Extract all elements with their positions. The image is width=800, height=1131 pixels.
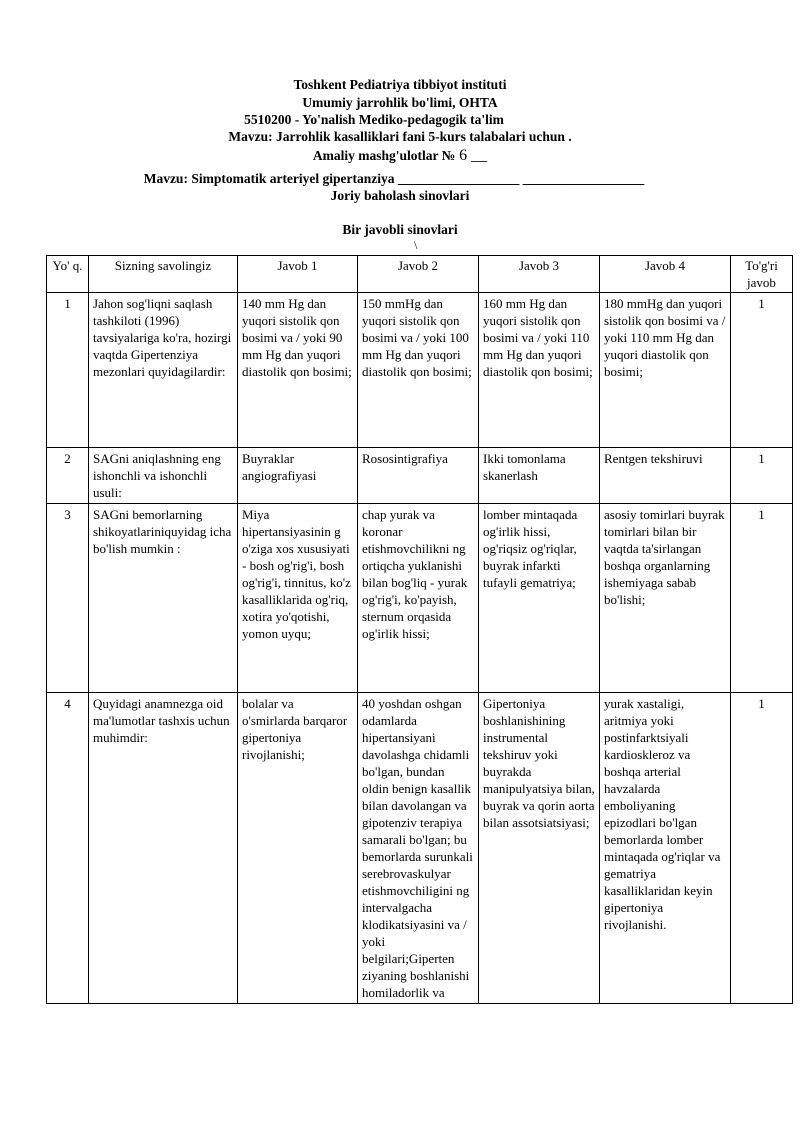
table-header-row (47, 256, 793, 293)
institute-name: Toshkent Pediatriya tibbiyot instituti (293, 77, 507, 92)
answer-3-cell: Ikki tomonlama skanerlash (479, 448, 600, 504)
practical-session-line (0, 148, 800, 164)
col-header-answer-2: Javob 2 (358, 256, 479, 293)
answer-4-cell: asosiy tomirlari buyrak tomirlari bilan bir vaqtda ta'sirlangan boshqa organlarning ishemiyaga sabab bo'lishi; (600, 504, 731, 693)
row-number: 1 (47, 293, 89, 448)
assessment-title: Joriy baholash sinovlari (330, 188, 470, 203)
course-topic: Mavzu: Jarrohlik kasalliklari fani 5-kurs talabalari uchun . (228, 129, 572, 144)
row-number: 3 (47, 504, 89, 693)
col-header-answer-3: Javob 3 (479, 256, 600, 293)
program-line: 5510200 - Yo'nalish Mediko-pedagogik ta'lim (244, 112, 504, 127)
table-row (47, 293, 793, 448)
answer-2-cell: 150 mmHg dan yuqori sistolik qon bosimi va / yoki 100 mm Hg dan yuqori diastolik qon bosimi; (358, 293, 479, 448)
answer-1-cell: Miya hipertansiyasinin g o'ziga xos xususiyati - bosh og'rig'i, bosh og'rig'i, tinnitus, ko'z kasalliklarida og'riq, xotira yo'qotishi, yomon uyqu; (238, 504, 358, 693)
col-header-answer-4: Javob 4 (600, 256, 731, 293)
answer-2-cell: chap yurak va koronar etishmovchilikni ng ortiqcha yuklanishi bilan bog'liq - yurak og'rig'i, ko'payish, sternum orqasida og'irlik hissi; (358, 504, 479, 693)
question-cell: Quyidagi anamnezga oid ma'lumotlar tashxis uchun muhimdir: (89, 693, 238, 1004)
col-header-question: Sizning savolingiz (89, 256, 238, 293)
col-header-number: Yo' q. (47, 256, 89, 293)
col-header-answer-1: Javob 1 (238, 256, 358, 293)
answer-1-cell: Buyraklar angiografiyasi (238, 448, 358, 504)
correct-answer-cell: 1 (731, 448, 793, 504)
answer-2-cell: Rososintigrafiya (358, 448, 479, 504)
answer-1-cell: 140 mm Hg dan yuqori sistolik qon bosimi va / yoki 90 mm Hg dan yuqori diastolik qon bosimi; (238, 293, 358, 448)
row-number: 4 (47, 693, 89, 1004)
questions-table (46, 255, 793, 1004)
lesson-topic: Mavzu: Simptomatik arteriyel gipertanziya __________________ __________________ (143, 171, 645, 186)
department-name: Umumiy jarrohlik bo'limi, OHTA (302, 95, 498, 110)
correct-answer-cell: 1 (731, 693, 793, 1004)
question-cell: SAGni aniqlashning eng ishonchli va ishonchli usuli: (89, 448, 238, 504)
answer-3-cell: 160 mm Hg dan yuqori sistolik qon bosimi va / yoki 110 mm Hg dan yuqori diastolik qon bosimi; (479, 293, 600, 448)
practical-session-label: Amaliy mashg'ulotlar № (312, 148, 456, 163)
table-row (47, 448, 793, 504)
section-title: Bir javobli sinovlari (342, 222, 458, 237)
stray-mark: \ (414, 238, 418, 252)
col-header-correct: To'g'ri javob (731, 256, 793, 293)
table-row (47, 693, 793, 1004)
question-cell: Jahon sog'liqni saqlash tashkiloti (1996) tavsiyalariga ko'ra, hozirgi vaqtda Gipertenziya mezonlari quyidagilardir: (89, 293, 238, 448)
answer-4-cell: 180 mmHg dan yuqori sistolik qon bosimi va / yoki 110 mm Hg dan yuqori diastolik qon bosimi; (600, 293, 731, 448)
question-cell: SAGni bemorlarning shikoyatlariniquyidag icha bo'lish mumkin : (89, 504, 238, 693)
correct-answer-cell: 1 (731, 504, 793, 693)
answer-1-cell: bolalar va o'smirlarda barqaror gipertoniya rivojlanishi; (238, 693, 358, 1004)
practical-session-number: 6 __ (455, 147, 488, 164)
correct-answer-cell: 1 (731, 293, 793, 448)
row-number: 2 (47, 448, 89, 504)
answer-4-cell: yurak xastaligi, aritmiya yoki postinfarktsiyali kardioskleroz va boshqa arterial havzalarda emboliyaning epizodlari bo'lgan bemorlarda lomber mintaqada og'riqlar va gematriya kasalliklaridan keyin gipertoniya rivojlanishi. (600, 693, 731, 1004)
answer-3-cell: lomber mintaqada og'irlik hissi, og'riqsiz og'riqlar, buyrak infarkti tufayli gematriya; (479, 504, 600, 693)
answer-3-cell: Gipertoniya boshlanishining instrumental tekshiruv yoki buyrakda manipulyatsiya bilan, buyrak va qorin aorta bilan assotsiatsiyasi; (479, 693, 600, 1004)
answer-4-cell: Rentgen tekshiruvi (600, 448, 731, 504)
table-row (47, 504, 793, 693)
answer-2-cell: 40 yoshdan oshgan odamlarda hipertansiyani davolashga chidamli bo'lgan, bundan oldin benign kasallik bilan davolangan va gipotenziv terapiya samarali bo'lgan; bu bemorlarda surunkali serebrovaskulyar etishmovchiligini ng intervalgacha klodikatsiyasini va / yoki belgilari;Giperten ziyaning boshlanishi homiladorlik va (358, 693, 479, 1004)
